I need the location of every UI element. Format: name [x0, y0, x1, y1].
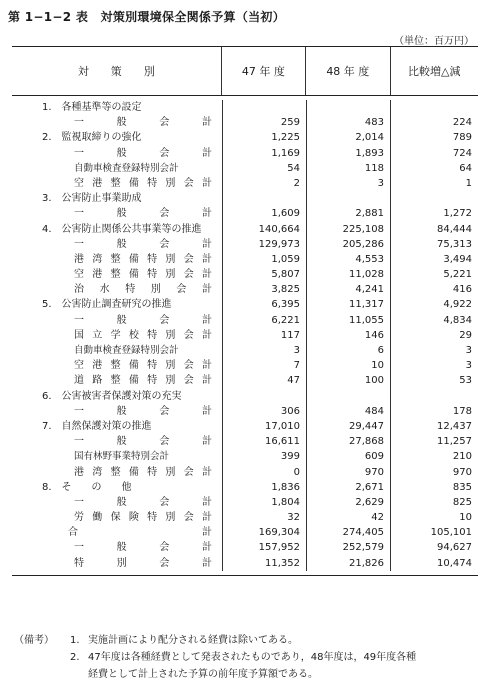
- row-label: 一 般 会 計: [74, 542, 212, 554]
- row-label-cell: [12, 146, 222, 161]
- row-label-cell: [12, 480, 222, 495]
- note-2: [14, 649, 480, 666]
- note-number: 2.: [70, 652, 80, 663]
- fy47-value: 5,807: [222, 267, 306, 282]
- row-label-cell: [12, 206, 222, 221]
- fy48-value: 146: [306, 328, 390, 343]
- fy47-value: 6,395: [222, 297, 306, 312]
- change-value: 5,221: [390, 267, 478, 282]
- fy47-value: 259: [222, 115, 306, 130]
- change-value: 224: [390, 115, 478, 130]
- row-label-cell: [12, 525, 222, 540]
- row-label-cell: [12, 373, 222, 388]
- change-value: 3: [390, 358, 478, 373]
- table-row: [12, 161, 478, 176]
- fy48-value: [306, 100, 390, 115]
- fy47-value: [222, 191, 306, 206]
- row-label-cell: [12, 510, 222, 525]
- fy47-value: 1,609: [222, 206, 306, 221]
- table-row: [12, 434, 478, 449]
- fy47-value: 16,611: [222, 434, 306, 449]
- fy48-value: 609: [306, 449, 390, 464]
- row-label-cell: [12, 389, 222, 404]
- row-label-cell: [12, 358, 222, 373]
- table-row: [12, 419, 478, 434]
- change-value: 4,834: [390, 313, 478, 328]
- change-value: 105,101: [390, 525, 478, 540]
- fy48-value: 42: [306, 510, 390, 525]
- change-value: [390, 100, 478, 115]
- change-value: 3,494: [390, 252, 478, 267]
- fy48-value: 2,014: [306, 130, 390, 145]
- fy48-value: 2,671: [306, 480, 390, 495]
- table-row: [12, 465, 478, 480]
- fy47-value: 1,836: [222, 480, 306, 495]
- row-label-cell: [12, 130, 222, 145]
- table-row: [12, 358, 478, 373]
- change-value: 10,474: [390, 556, 478, 571]
- row-label: 空 港 整 備 特 別 会 計: [74, 360, 212, 372]
- row-label-cell: [12, 540, 222, 555]
- note-2-continuation: 経費として計上された予算の前年度予算額である。: [88, 669, 318, 680]
- fy48-value: 21,826: [306, 556, 390, 571]
- header-fy48: 48 年 度: [305, 47, 389, 95]
- row-label: 1. 各種基準等の設定: [42, 102, 142, 113]
- fy48-value: [306, 191, 390, 206]
- fy48-value: 10: [306, 358, 390, 373]
- fy47-value: 54: [222, 161, 306, 176]
- change-value: [390, 389, 478, 404]
- fy47-value: 1,169: [222, 146, 306, 161]
- row-label-cell: [12, 328, 222, 343]
- fy48-value: 4,241: [306, 282, 390, 297]
- row-label: 国有林野事業特別会計: [74, 451, 170, 463]
- fy47-value: 3: [222, 343, 306, 358]
- fy47-value: 1,059: [222, 252, 306, 267]
- unit-label: （単位：百万円）: [394, 36, 474, 47]
- row-label: 一 般 会 計: [74, 496, 212, 508]
- table-row: [12, 525, 478, 540]
- row-label: 港 湾 整 備 特 別 会 計: [74, 466, 212, 478]
- notes-heading: （備考）: [14, 635, 54, 646]
- row-label: 5. 公害防止調査研究の推進: [42, 299, 172, 311]
- table-row: [12, 146, 478, 161]
- row-label: 空 港 整 備 特 別 会 計: [74, 269, 212, 281]
- row-label-cell: [12, 115, 222, 130]
- row-label: 労 働 保 険 特 別 会 計: [74, 512, 212, 524]
- fy47-value: 17,010: [222, 419, 306, 434]
- table-row: [12, 267, 478, 282]
- table-body: [12, 96, 478, 575]
- fy47-value: 32: [222, 510, 306, 525]
- table-title: 第 1−1−2 表 対策別環境保全関係予算（当初）: [8, 10, 286, 24]
- header-change: 比較増△減: [390, 47, 478, 95]
- change-value: 835: [390, 480, 478, 495]
- row-label-cell: [12, 252, 222, 267]
- fy47-value: 169,304: [222, 525, 306, 540]
- change-value: 53: [390, 373, 478, 388]
- table-row: [12, 313, 478, 328]
- fy47-value: 117: [222, 328, 306, 343]
- row-label-cell: [12, 343, 222, 358]
- change-value: 724: [390, 146, 478, 161]
- table-row: [12, 404, 478, 419]
- change-value: 1: [390, 176, 478, 191]
- note-1: [14, 632, 480, 649]
- change-value: 4,922: [390, 297, 478, 312]
- fy47-value: 11,352: [222, 556, 306, 571]
- fy47-value: 306: [222, 404, 306, 419]
- row-label-cell: [12, 282, 222, 297]
- table-row: [12, 176, 478, 191]
- row-label-cell: [12, 222, 222, 237]
- fy47-value: 0: [222, 465, 306, 480]
- row-label-cell: [12, 313, 222, 328]
- change-value: 29: [390, 328, 478, 343]
- row-label: 一 般 会 計: [74, 436, 212, 448]
- fy48-value: 100: [306, 373, 390, 388]
- row-label: 一 般 会 計: [74, 117, 212, 129]
- row-label: 道 路 整 備 特 別 会 計: [74, 375, 212, 387]
- table-row: [12, 480, 478, 495]
- change-value: 12,437: [390, 419, 478, 434]
- fy48-value: 6: [306, 343, 390, 358]
- row-label: 2. 監視取締りの強化: [42, 132, 142, 144]
- row-label: 一 般 会 計: [74, 208, 212, 220]
- header-fy47: 47 年 度: [221, 47, 305, 95]
- change-value: 84,444: [390, 222, 478, 237]
- fy47-value: [222, 100, 306, 115]
- fy48-value: 274,405: [306, 525, 390, 540]
- change-value: 825: [390, 495, 478, 510]
- budget-table: [12, 46, 478, 576]
- table-row: [12, 389, 478, 404]
- change-value: 75,313: [390, 237, 478, 252]
- table-row: [12, 556, 478, 571]
- row-label: 7. 自然保護対策の推進: [42, 420, 152, 432]
- fy48-value: 970: [306, 465, 390, 480]
- table-row: [12, 495, 478, 510]
- fy47-value: 399: [222, 449, 306, 464]
- fy47-value: 157,952: [222, 540, 306, 555]
- row-label: 一 般 会 計: [74, 314, 212, 326]
- row-label-cell: [12, 297, 222, 312]
- row-label: 3. 公害防止事業助成: [42, 193, 142, 205]
- table-row: [12, 510, 478, 525]
- row-label: 合 計: [68, 527, 212, 539]
- table-row: [12, 343, 478, 358]
- row-label: 特 別 会 計: [74, 557, 212, 569]
- table-row: [12, 222, 478, 237]
- row-label: 6. 公害被害者保護対策の充実: [42, 390, 182, 402]
- change-value: 3: [390, 343, 478, 358]
- fy48-value: 483: [306, 115, 390, 130]
- fy47-value: 3,825: [222, 282, 306, 297]
- fy48-value: 2,629: [306, 495, 390, 510]
- row-label: 港 湾 整 備 特 別 会 計: [74, 253, 212, 265]
- row-label: 一 般 会 計: [74, 405, 212, 417]
- fy48-value: 118: [306, 161, 390, 176]
- fy47-value: 1,225: [222, 130, 306, 145]
- table-row: [12, 252, 478, 267]
- change-value: 11,257: [390, 434, 478, 449]
- row-label-cell: [12, 176, 222, 191]
- row-label-cell: [12, 191, 222, 206]
- table-row: [12, 130, 478, 145]
- row-label: 一 般 会 計: [74, 147, 212, 159]
- change-value: 970: [390, 465, 478, 480]
- row-label-cell: [12, 434, 222, 449]
- fy47-value: 6,221: [222, 313, 306, 328]
- table-row: [12, 237, 478, 252]
- fy47-value: 2: [222, 176, 306, 191]
- fy47-value: 7: [222, 358, 306, 373]
- fy48-value: 252,579: [306, 540, 390, 555]
- header-measure: 対 策 別: [77, 65, 155, 78]
- row-label: 空 港 整 備 特 別 会 計: [74, 177, 212, 189]
- fy48-value: 4,553: [306, 252, 390, 267]
- fy47-value: [222, 389, 306, 404]
- row-label-cell: [12, 237, 222, 252]
- note-number: 1.: [70, 635, 80, 646]
- change-value: 210: [390, 449, 478, 464]
- row-label-cell: [12, 161, 222, 176]
- change-value: 94,627: [390, 540, 478, 555]
- row-label: 自動車検査登録特別会計: [74, 162, 179, 174]
- fy48-value: 1,893: [306, 146, 390, 161]
- note-text: 47年度は各種経費として発表されたものであり，48年度は，49年度各種: [88, 652, 417, 663]
- row-label-cell: [12, 465, 222, 480]
- fy48-value: [306, 389, 390, 404]
- row-label: 治 水 特 別 会 計: [74, 284, 212, 296]
- fy47-value: 129,973: [222, 237, 306, 252]
- row-label: 自動車検査登録特別会計: [74, 345, 179, 356]
- row-label-cell: [12, 449, 222, 464]
- table-header: [12, 47, 478, 96]
- change-value: [390, 191, 478, 206]
- fy47-value: 47: [222, 373, 306, 388]
- row-label: 国 立 学 校 特 別 会 計: [74, 329, 212, 341]
- row-label-cell: [12, 100, 222, 115]
- change-value: 1,272: [390, 206, 478, 221]
- row-label-cell: [12, 267, 222, 282]
- change-value: 178: [390, 404, 478, 419]
- table-row: [12, 540, 478, 555]
- fy48-value: 29,447: [306, 419, 390, 434]
- change-value: 416: [390, 282, 478, 297]
- fy48-value: 484: [306, 404, 390, 419]
- fy48-value: 11,317: [306, 297, 390, 312]
- change-value: 64: [390, 161, 478, 176]
- row-label-cell: [12, 495, 222, 510]
- fy48-value: 27,868: [306, 434, 390, 449]
- fy48-value: 225,108: [306, 222, 390, 237]
- fy48-value: 11,028: [306, 267, 390, 282]
- fy47-value: 140,664: [222, 222, 306, 237]
- row-label-cell: [12, 404, 222, 419]
- fy48-value: 205,286: [306, 237, 390, 252]
- fy48-value: 3: [306, 176, 390, 191]
- table-row: [12, 282, 478, 297]
- table-row: [12, 373, 478, 388]
- change-value: 789: [390, 130, 478, 145]
- row-label: 一 般 会 計: [74, 238, 212, 250]
- fy48-value: 2,881: [306, 206, 390, 221]
- change-value: 10: [390, 510, 478, 525]
- table-row: [12, 297, 478, 312]
- table-row: [12, 100, 478, 115]
- note-text: 実施計画により配分される経費は除いてある。: [88, 635, 298, 646]
- table-row: [12, 328, 478, 343]
- row-label: 4. 公害防止関係公共事業等の推進: [42, 223, 202, 235]
- table-row: [12, 449, 478, 464]
- row-label: 8. そ の 他: [42, 481, 132, 493]
- notes: [14, 632, 480, 683]
- row-label-cell: [12, 419, 222, 434]
- table-row: [12, 206, 478, 221]
- table-row: [12, 191, 478, 206]
- fy48-value: 11,055: [306, 313, 390, 328]
- row-label-cell: [12, 556, 222, 571]
- table-row: [12, 115, 478, 130]
- fy47-value: 1,804: [222, 495, 306, 510]
